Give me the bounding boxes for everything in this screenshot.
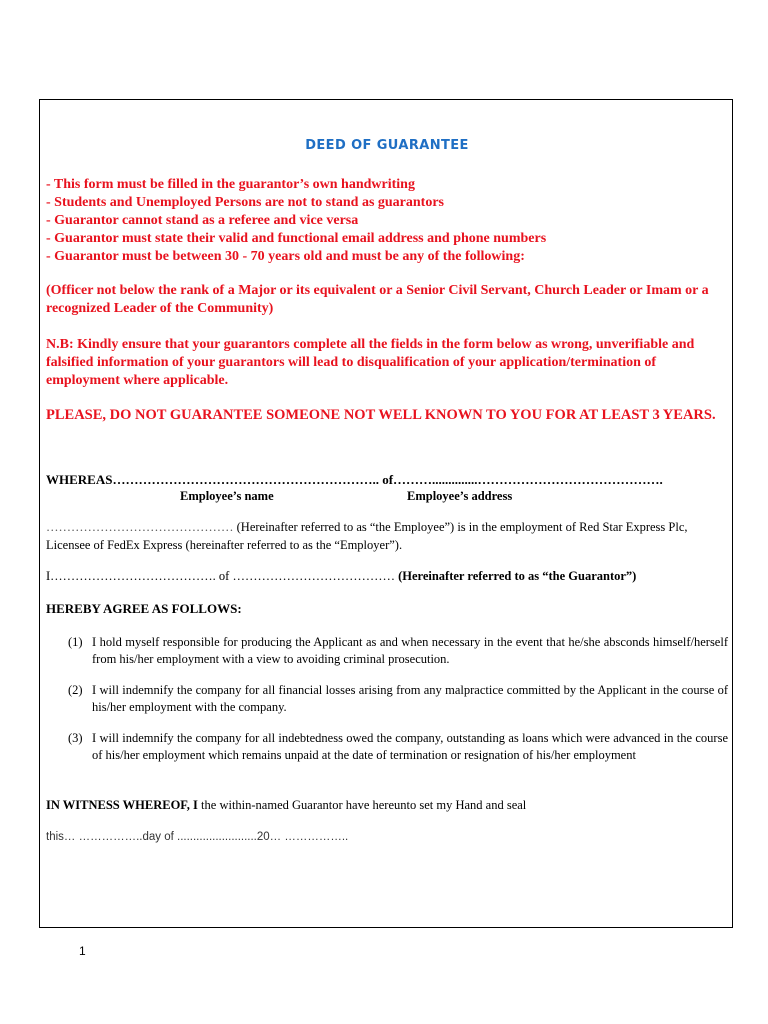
guarantor-line xyxy=(46,569,728,584)
hereby-heading: HEREBY AGREE AS FOLLOWS: xyxy=(46,601,242,616)
clause-item xyxy=(68,730,728,763)
guarantor-fill-line: I…………………………………. of ………………………………… xyxy=(46,569,399,583)
clause-number: (2) xyxy=(68,683,83,697)
employee-address-caption: Employee’s address xyxy=(407,489,513,503)
form-frame xyxy=(39,99,733,928)
rule-item: - Guarantor must state their valid and functional email address and phone numbers xyxy=(46,231,547,246)
clause-number: (1) xyxy=(68,635,83,649)
rule-item: - Guarantor cannot stand as a referee and vice versa xyxy=(46,213,359,228)
clause-number: (3) xyxy=(68,731,83,745)
clause-item xyxy=(68,634,728,667)
please-note: PLEASE, DO NOT GUARANTEE SOMEONE NOT WELL KNOWN TO YOU FOR AT LEAST 3 YEARS. xyxy=(46,407,716,423)
date-line: this… ……………..day of .........................20… …………….. xyxy=(46,831,349,843)
clause-text: I will indemnify the company for all indebtedness owed the company, outstanding as loans which were advanced in the course of his/her employment which remains unpaid at the date of termination or resignation of his/her employment xyxy=(92,731,728,762)
employee-name-caption: Employee’s name xyxy=(180,489,274,503)
employee-paragraph xyxy=(46,518,728,554)
clause-text: I will indemnify the company for all financial losses arising from any malpractice committed by the Applicant in the course of his/her employment with the company. xyxy=(92,683,728,714)
employee-dots: ……………………………………… xyxy=(46,520,237,534)
rule-item: - This form must be filled in the guarantor’s own handwriting xyxy=(46,177,415,192)
rule-item: - Students and Unemployed Persons are not to stand as guarantors xyxy=(46,195,445,210)
rule-item: - Guarantor must be between 30 - 70 years old and must be any of the following: xyxy=(46,249,525,264)
witness-bold: IN WITNESS WHEREOF, I xyxy=(46,798,198,812)
clauses-list xyxy=(68,634,728,778)
witness-line xyxy=(46,798,526,813)
clause-item xyxy=(68,682,728,715)
witness-text: the within-named Guarantor have hereunto set my Hand and seal xyxy=(197,798,527,812)
guarantor-reference: (Hereinafter referred to as “the Guarantor”) xyxy=(398,569,637,583)
clause-text: I hold myself responsible for producing the Applicant as and when necessary in the event that he/she absconds himself/herself from his/her employment with a view to avoiding criminal prosecution. xyxy=(92,635,728,666)
nb-note: N.B: Kindly ensure that your guarantors complete all the fields in the form below as wrong, unverifiable and falsified information of your guarantors will lead to disqualification of your application/termination of employment where applicable. xyxy=(46,337,695,388)
document-title: DEED OF GUARANTEE xyxy=(305,138,469,153)
employee-text: (Hereinafter referred to as “the Employee”) is in the employment of Red Star Express Plc, Licensee of FedEx Express (hereinafter referred to as the “Employer”). xyxy=(46,520,688,552)
rules-list xyxy=(46,176,726,266)
officer-note: (Officer not below the rank of a Major or its equivalent or a Senior Civil Servant, Church Leader or Imam or a recognized Leader of the Community) xyxy=(46,283,709,316)
whereas-line: WHEREAS…………………………………………………….. of………..............……………………………………. xyxy=(46,472,663,487)
page-number: 1 xyxy=(79,944,86,958)
